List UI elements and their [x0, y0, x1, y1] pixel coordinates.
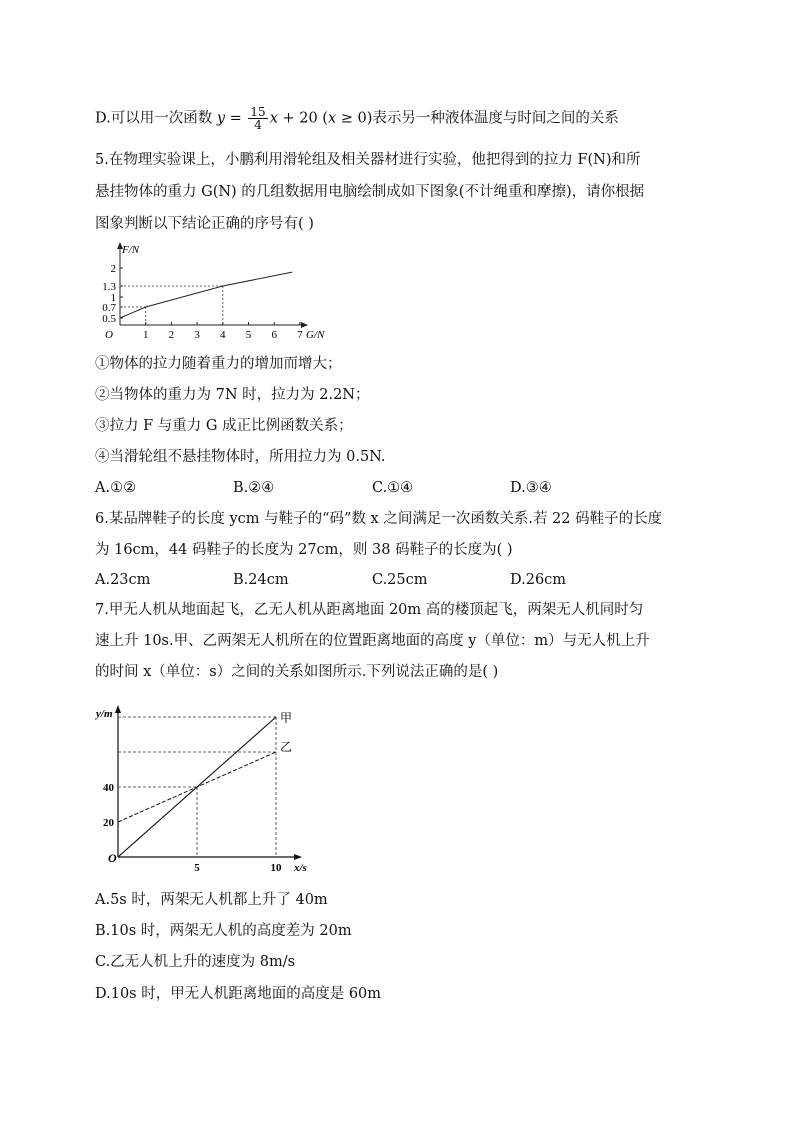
q4-x-var: x — [269, 110, 278, 127]
q4-fraction — [248, 106, 267, 131]
q5-statement-1: ①物体的拉力随着重力的增加而增大； — [95, 356, 342, 372]
x-tick-label: 10 — [270, 862, 282, 874]
q6-option-b[interactable]: B.24cm — [233, 572, 289, 588]
q7-option-b[interactable]: B.10s 时，两架无人机的高度差为 20m — [95, 923, 352, 939]
q7-stem-line-3: 的时间 x（单位：s）之间的关系如图所示.下列说法正确的是( ) — [95, 664, 499, 680]
y-tick-label: 40 — [103, 782, 114, 794]
y-axis-label: F/N — [122, 244, 140, 256]
q6-option-d[interactable]: D.26cm — [510, 572, 567, 588]
origin-label: O — [105, 329, 113, 341]
q7-stem-line-1: 7.甲无人机从地面起飞，乙无人机从距离地面 20m 高的楼顶起飞，两架无人机同时匀 — [95, 602, 644, 618]
series-label-jia: 甲 — [280, 711, 293, 725]
x-axis-label: G/N — [306, 329, 325, 341]
y-tick-label: 2 — [110, 263, 116, 275]
q4-frac-num: 15 — [250, 105, 266, 119]
q7-option-d[interactable]: D.10s 时，甲无人机距离地面的高度是 60m — [95, 986, 382, 1002]
q5-option-a[interactable]: A.①② — [95, 480, 137, 496]
x-tick-label: 2 — [168, 329, 175, 341]
q7-option-c[interactable]: C.乙无人机上升的速度为 8m/s — [95, 954, 296, 970]
x-tick-label: 1 — [142, 329, 149, 341]
q5-option-c[interactable]: C.①④ — [372, 480, 414, 496]
y-tick-label: 1.3 — [102, 281, 116, 293]
q4-option-d — [95, 106, 619, 131]
q6-stem-line-2: 为 16cm，44 码鞋子的长度为 27cm，则 38 码鞋子的长度为( ) — [95, 542, 513, 558]
q4-eq: = — [225, 110, 247, 127]
q5-option-b[interactable]: B.②④ — [233, 480, 275, 496]
series-line-yi — [118, 752, 276, 822]
x-tick-label: 5 — [245, 329, 252, 341]
x-tick-label: 4 — [220, 329, 226, 341]
q4-cond-var: x — [327, 110, 337, 127]
q7-stem-line-2: 速上升 10s.甲、乙两架无人机所在的位置距离地面的高度 y（单位：m）与无人机上升 — [95, 633, 650, 649]
y-tick-label: 1 — [110, 292, 116, 304]
x-tick-label: 5 — [194, 862, 200, 874]
y-tick-label: 20 — [103, 817, 114, 829]
x-tick-label: 7 — [297, 329, 303, 341]
y-tick-label: 0.5 — [102, 313, 116, 325]
q6-option-c[interactable]: C.25cm — [372, 572, 428, 588]
series-label-yi: 乙 — [280, 740, 293, 754]
q6-stem-line-1: 6.某品牌鞋子的长度 ycm 与鞋子的“码”数 x 之间满足一次函数关系.若 22 码鞋子的长度 — [95, 511, 663, 527]
q6-option-a[interactable]: A.23cm — [95, 572, 151, 588]
q7-option-a[interactable]: A.5s 时，两架无人机都上升了 40m — [95, 892, 328, 908]
q4-optd-post: 表示另一种液体温度与时间之间的关系 — [372, 110, 619, 127]
q4-optd-pre: D.可以用一次函数 — [95, 110, 217, 127]
q5-stem-line-1: 5.在物理实验课上，小鹏利用滑轮组及相关器材进行实验，他把得到的拉力 F(N)和所 — [95, 152, 641, 168]
y-axis-arrow — [115, 705, 121, 713]
drone-height-chart — [92, 700, 332, 875]
q4-y-var: y — [216, 110, 226, 127]
force-gravity-chart — [92, 240, 342, 345]
q4-frac-den: 4 — [254, 118, 262, 132]
q4-plus: + 20 ( — [277, 110, 328, 127]
y-tick-label: 0.7 — [102, 302, 116, 314]
q5-stem-line-2: 悬挂物体的重力 G(N) 的几组数据用电脑绘制成如下图象(不计绳重和摩擦)，请你根据 — [95, 184, 645, 200]
q5-option-d[interactable]: D.③④ — [510, 480, 552, 496]
q5-statement-3: ③拉力 F 与重力 G 成正比例函数关系； — [95, 418, 353, 434]
x-axis-arrow — [294, 854, 302, 860]
origin-label: O — [108, 851, 117, 865]
q5-stem-line-3: 图象判断以下结论正确的序号有( ) — [95, 216, 314, 232]
x-axis-arrow — [301, 322, 308, 328]
q5-statement-4: ④当滑轮组不悬挂物体时，所用拉力为 0.5N. — [95, 449, 386, 465]
q5-statement-2: ②当物体的重力为 7N 时，拉力为 2.2N； — [95, 387, 370, 403]
q4-ge: ≥ 0) — [336, 110, 373, 127]
x-tick-label: 6 — [271, 329, 277, 341]
y-axis-label: y/m — [96, 708, 113, 720]
x-tick-label: 3 — [194, 329, 200, 341]
x-axis-label: x/s — [294, 862, 307, 874]
